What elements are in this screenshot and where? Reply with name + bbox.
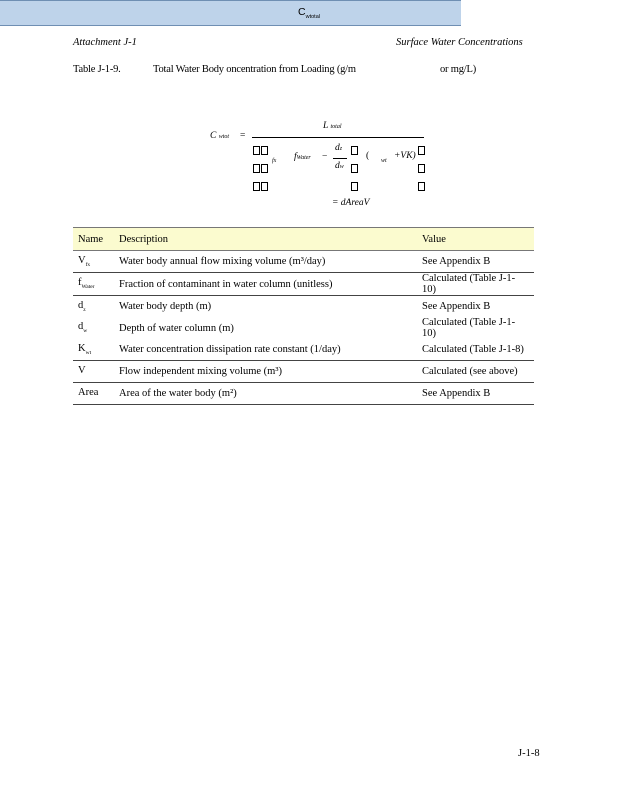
eq-numerator bbox=[323, 121, 342, 131]
variable-banner bbox=[0, 0, 461, 26]
param-name bbox=[73, 339, 114, 361]
param-subscript: fx bbox=[85, 262, 91, 269]
param-value: See Appendix B bbox=[417, 251, 534, 273]
eq-den-paren: ( bbox=[366, 151, 370, 161]
eq-den-fwater-var: f bbox=[294, 152, 297, 162]
table-title: Total Water Body oncentration from Loading (g/m bbox=[153, 64, 356, 75]
param-description: Flow independent mixing volume (m³) bbox=[114, 361, 417, 383]
param-subscript: w bbox=[83, 328, 88, 335]
eq-den-wt-sub: wt bbox=[381, 158, 387, 164]
param-name bbox=[73, 273, 114, 296]
param-value: Calculated (Table J-1-10) bbox=[417, 273, 534, 296]
param-name bbox=[73, 251, 114, 273]
banner-var: C bbox=[298, 6, 306, 18]
banner-label bbox=[0, 6, 618, 20]
eq-numerator-sub: total bbox=[330, 124, 342, 130]
table-row bbox=[73, 361, 534, 383]
table-row bbox=[73, 339, 534, 361]
param-subscript: z bbox=[83, 307, 86, 314]
banner-sub: wtotal bbox=[305, 14, 320, 21]
param-symbol: f bbox=[78, 277, 82, 289]
param-description: Fraction of contaminant in water column (unitless) bbox=[114, 273, 417, 296]
table-row bbox=[73, 383, 534, 405]
param-name bbox=[73, 383, 114, 405]
table-number: Table J-1-9. bbox=[73, 64, 121, 75]
param-symbol: Area bbox=[78, 386, 99, 398]
param-description: Area of the water body (m²) bbox=[114, 383, 417, 405]
page-number: J-1-8 bbox=[518, 748, 540, 759]
eq-den-dw-var: d bbox=[335, 161, 340, 171]
eq-left-bracket bbox=[253, 143, 269, 197]
param-value: Calculated (Table J-1-8) bbox=[417, 339, 534, 361]
eq-den-fwater-sub: Water bbox=[296, 155, 311, 161]
eq-lhs-var: C bbox=[210, 131, 217, 141]
param-value: See Appendix B bbox=[422, 301, 491, 312]
eq-den-fx bbox=[272, 155, 276, 165]
param-symbol: d bbox=[78, 321, 84, 333]
param-symbol: K bbox=[78, 342, 86, 354]
eq-den-dz-sub: z bbox=[339, 146, 343, 152]
eq-equals: = bbox=[240, 131, 246, 141]
param-value: Calculated (see above) bbox=[417, 361, 534, 383]
param-description: Depth of water column (m) bbox=[119, 322, 234, 334]
parameters-table bbox=[73, 227, 534, 405]
table-row bbox=[73, 317, 534, 339]
table-row bbox=[73, 296, 534, 318]
eq-right-bracket bbox=[418, 143, 426, 197]
header-right: Surface Water Concentrations bbox=[396, 37, 523, 48]
param-subscript: Water bbox=[81, 284, 95, 291]
header-left: Attachment J-1 bbox=[73, 37, 137, 48]
eq-volume-term: = dAreaV bbox=[332, 198, 370, 208]
eq-den-dz bbox=[335, 143, 342, 153]
param-name bbox=[73, 361, 114, 383]
col-header-name: Name bbox=[73, 228, 114, 251]
col-header-value: Value bbox=[417, 228, 534, 251]
eq-den-dz-var: d bbox=[335, 143, 340, 153]
eq-den-vk: +VK) bbox=[394, 151, 416, 161]
col-header-description: Description bbox=[114, 228, 417, 251]
table-row bbox=[73, 251, 534, 273]
eq-lhs bbox=[210, 131, 229, 141]
eq-den-fwater bbox=[294, 152, 311, 162]
eq-fraction-line bbox=[252, 137, 424, 138]
param-subscript: wt bbox=[85, 350, 92, 357]
param-symbol: V bbox=[78, 254, 86, 266]
param-value: See Appendix B bbox=[417, 383, 534, 405]
eq-den-wt bbox=[381, 155, 387, 165]
param-name bbox=[73, 317, 114, 339]
eq-mid-bracket bbox=[351, 143, 359, 197]
param-symbol: d bbox=[78, 299, 84, 311]
eq-den-minus: − bbox=[322, 152, 328, 162]
table-unit-suffix: or mg/L) bbox=[440, 64, 477, 75]
param-description: Water body annual flow mixing volume (m³/day) bbox=[114, 251, 417, 273]
table-row bbox=[73, 273, 534, 296]
eq-den-fx-sub: fx bbox=[272, 158, 277, 164]
param-description: Water concentration dissipation rate constant (1/day) bbox=[114, 339, 417, 361]
table-header-row bbox=[73, 228, 534, 251]
param-description: Water body depth (m) bbox=[119, 301, 212, 312]
eq-den-inner-line bbox=[333, 158, 347, 159]
param-symbol: V bbox=[78, 364, 86, 376]
param-value: Calculated (Table J-1-10) bbox=[422, 317, 516, 339]
eq-numerator-var: L bbox=[323, 121, 329, 131]
param-name bbox=[73, 296, 114, 318]
eq-den-dw-sub: w bbox=[339, 164, 344, 170]
eq-den-dw bbox=[335, 161, 344, 171]
eq-lhs-sub: wtot bbox=[218, 134, 230, 140]
